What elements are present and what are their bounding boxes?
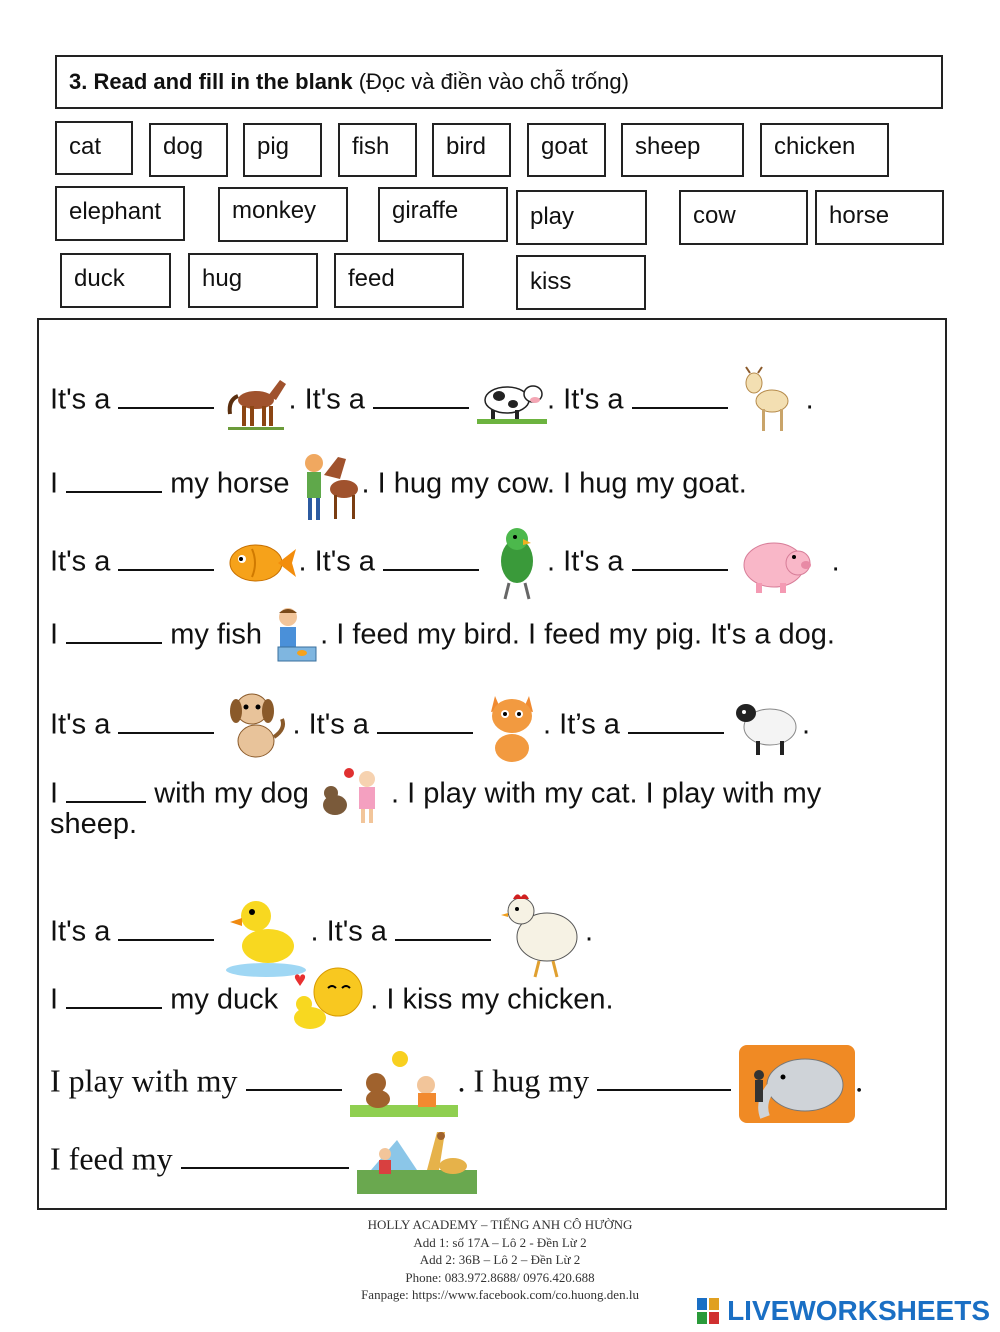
- sentence-text: . It's a: [547, 383, 624, 416]
- sentence-text: I: [50, 777, 59, 810]
- sentence-line-9: [50, 966, 614, 1036]
- word-monkey[interactable]: monkey: [218, 187, 348, 242]
- sentence-line-5: [50, 685, 810, 767]
- word-kiss[interactable]: kiss: [516, 255, 646, 310]
- duck-picture: [222, 888, 310, 978]
- title-bold: 3. Read and fill in the blank: [69, 69, 353, 94]
- sentence-text: It's a: [50, 545, 111, 578]
- answer-blank[interactable]: [632, 545, 728, 571]
- word-sheep[interactable]: sheep: [621, 123, 744, 177]
- dog-picture: [222, 685, 292, 767]
- sentence-line-6: [50, 765, 821, 825]
- word-pig[interactable]: pig: [243, 123, 322, 177]
- sentence-text: .: [805, 383, 814, 416]
- liveworksheets-brand[interactable]: LIVEWORKSHEETS: [727, 1295, 990, 1326]
- footer-academy: HOLLY ACADEMY – TIẾNG ANH CÔ HƯỜNG: [367, 1217, 633, 1232]
- fish-picture: [222, 535, 298, 591]
- sentence-text: sheep.: [50, 808, 138, 840]
- sentence-text: I: [50, 618, 59, 651]
- sentence-text: my duck: [170, 983, 279, 1016]
- giraffe-feeding-picture: [357, 1126, 477, 1198]
- sentence-text: . I hug my cow. I hug my goat.: [361, 467, 747, 500]
- word-horse[interactable]: horse: [815, 190, 944, 245]
- sentence-text: It's a: [50, 708, 111, 741]
- girl-playing-with-dog-picture: [317, 765, 391, 825]
- sentence-text: I play with my: [50, 1062, 238, 1099]
- sentence-text: . I feed my bird. I feed my pig. It's a dog.: [320, 618, 835, 651]
- answer-blank[interactable]: [373, 383, 469, 409]
- sentence-text: . I play with my cat. I play with my: [390, 777, 822, 810]
- word-feed[interactable]: feed: [334, 253, 464, 308]
- bird-picture: [487, 525, 547, 601]
- footer-phone: Phone: 083.972.8688/ 0976.420.688: [405, 1269, 595, 1285]
- footer-address-1: Add 1: số 17A – Lô 2 - Đền Lừ 2: [413, 1234, 587, 1250]
- kissing-face-duck-picture: [286, 966, 370, 1036]
- sentence-text: I: [50, 467, 59, 500]
- answer-blank[interactable]: [66, 777, 146, 803]
- sentence-text: I: [50, 983, 59, 1016]
- girl-hugging-horse-picture: [298, 445, 362, 525]
- answer-blank[interactable]: [181, 1143, 349, 1169]
- sentence-line-3: [50, 525, 840, 601]
- word-giraffe[interactable]: giraffe: [378, 187, 508, 242]
- sentence-text: with my dog: [154, 777, 309, 810]
- answer-blank[interactable]: [66, 983, 162, 1009]
- sentence-line-7: [50, 806, 137, 842]
- sentence-text: . I kiss my chicken.: [370, 983, 614, 1016]
- sentence-line-4: [50, 605, 835, 667]
- cow-picture: [477, 376, 547, 426]
- word-fish[interactable]: fish: [338, 123, 417, 177]
- sheep-picture: [732, 693, 802, 759]
- exercise-title: [55, 55, 943, 109]
- cat-picture: [481, 686, 543, 766]
- answer-blank[interactable]: [246, 1065, 342, 1091]
- liveworksheets-logo-icon: [697, 1298, 719, 1329]
- answer-blank[interactable]: [118, 915, 214, 941]
- sentence-line-2: [50, 445, 747, 525]
- word-cat[interactable]: cat: [55, 121, 133, 175]
- sentence-text: . It's a: [310, 915, 387, 948]
- word-chicken[interactable]: chicken: [760, 123, 889, 177]
- answer-blank[interactable]: [377, 708, 473, 734]
- sentence-text: . It's a: [288, 383, 365, 416]
- answer-blank[interactable]: [66, 618, 162, 644]
- sentence-text: my fish: [170, 618, 263, 651]
- sentence-text: . I hug my: [457, 1062, 590, 1099]
- word-hug[interactable]: hug: [188, 253, 318, 308]
- sentence-text: .: [585, 915, 594, 948]
- sentence-text: . It's a: [547, 545, 624, 578]
- horse-picture: [222, 370, 288, 432]
- answer-blank[interactable]: [632, 383, 728, 409]
- sentence-text: . It's a: [292, 708, 369, 741]
- title-translation: (Đọc và điền vào chỗ trống): [352, 69, 629, 94]
- elephant-picture: [739, 1045, 855, 1123]
- sentence-text: It's a: [50, 383, 111, 416]
- answer-blank[interactable]: [118, 383, 214, 409]
- sentence-text: .: [855, 1062, 864, 1099]
- answer-blank[interactable]: [66, 467, 162, 493]
- goat-picture: [736, 365, 806, 437]
- sentence-text: It's a: [50, 915, 111, 948]
- sentence-text: . It's a: [298, 545, 375, 578]
- sentence-line-10: [50, 1045, 863, 1123]
- word-play[interactable]: play: [516, 190, 647, 245]
- word-dog[interactable]: dog: [149, 123, 228, 177]
- answer-blank[interactable]: [597, 1065, 731, 1091]
- sentence-line-1: [50, 365, 814, 437]
- sentence-text: .: [802, 708, 811, 741]
- pig-picture: [736, 531, 832, 595]
- word-cow[interactable]: cow: [679, 190, 808, 245]
- answer-blank[interactable]: [395, 915, 491, 941]
- footer-fanpage[interactable]: Fanpage: https://www.facebook.com/co.huong.den.lu: [361, 1287, 639, 1302]
- kids-playing-with-monkey-picture: [350, 1047, 458, 1121]
- sentence-text: my horse: [170, 467, 290, 500]
- answer-blank[interactable]: [383, 545, 479, 571]
- word-elephant[interactable]: elephant: [55, 186, 185, 241]
- answer-blank[interactable]: [118, 545, 214, 571]
- footer: [0, 1216, 1000, 1304]
- answer-blank[interactable]: [118, 708, 214, 734]
- sentence-line-11: [50, 1126, 477, 1198]
- word-duck[interactable]: duck: [60, 253, 171, 308]
- word-goat[interactable]: goat: [527, 123, 606, 177]
- sentence-text: . It’s a: [543, 708, 620, 741]
- sentence-text: .: [831, 545, 840, 578]
- word-bird[interactable]: bird: [432, 123, 511, 177]
- answer-blank[interactable]: [628, 708, 724, 734]
- boy-feeding-fish-picture: [270, 605, 320, 667]
- footer-address-2: Add 2: 36B – Lô 2 – Đền Lừ 2: [419, 1252, 581, 1267]
- sentence-text: I feed my: [50, 1140, 173, 1177]
